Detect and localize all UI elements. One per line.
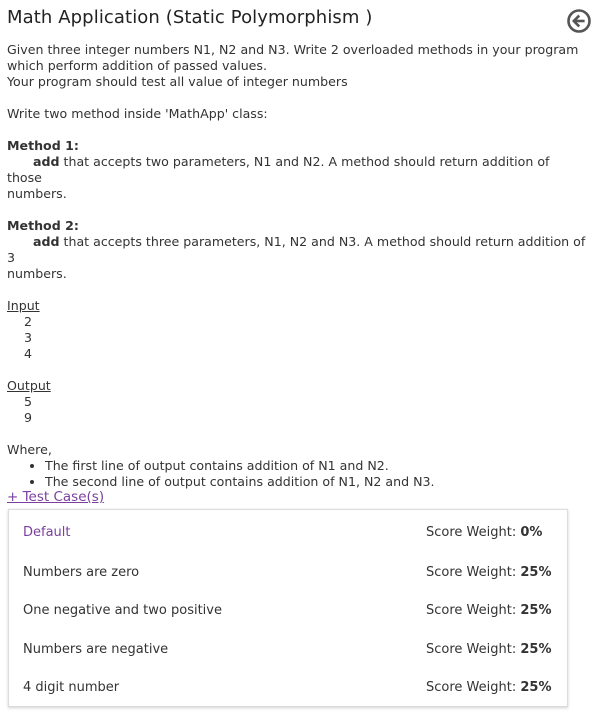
test-case-row-one-negative[interactable] (9, 593, 567, 629)
score-weight-value: 25% (520, 680, 552, 695)
input-value: 3 (24, 330, 33, 345)
intro-line-2: which perform addition of passed values. (7, 58, 267, 73)
test-case-row-numbers-zero[interactable] (9, 555, 567, 591)
score-weight-label: Score Weight: (426, 603, 521, 618)
where-label: Where, (7, 442, 52, 457)
output-heading: Output (7, 378, 51, 393)
method-2-description (7, 234, 587, 266)
where-item: • The second line of output contains addition of N1, N2 and N3. (45, 474, 587, 490)
score-weight-value: 25% (520, 603, 552, 618)
method-1-description (7, 154, 587, 186)
method-2-name: add (33, 234, 60, 249)
score-weight (426, 680, 551, 695)
input-heading: Input (7, 298, 40, 313)
input-value: 4 (24, 346, 33, 361)
problem-description (7, 42, 587, 490)
circle-arrow-left-icon (566, 8, 592, 34)
input-value: 2 (24, 314, 33, 329)
score-weight-label: Score Weight: (426, 565, 521, 580)
method-1-desc-2: numbers. (7, 186, 67, 201)
page-title: Math Application (Static Polymorphism ) (7, 7, 373, 28)
method-1-title: Method 1: (7, 138, 79, 153)
test-cases-panel (8, 509, 568, 707)
method-2-desc-2: numbers. (7, 266, 67, 281)
test-case-name: Default (23, 525, 71, 540)
where-list (7, 458, 587, 490)
score-weight (426, 525, 542, 540)
score-weight (426, 565, 551, 580)
instruction: Write two method inside 'MathApp' class: (7, 106, 268, 121)
score-weight-value: 0% (520, 525, 543, 540)
score-weight-label: Score Weight: (426, 680, 521, 695)
intro-line-1: Given three integer numbers N1, N2 and N3. Write 2 overloaded methods in your program (7, 42, 579, 57)
output-value: 5 (24, 394, 33, 409)
score-weight-label: Score Weight: (426, 525, 521, 540)
score-weight-value: 25% (520, 565, 552, 580)
method-2-title: Method 2: (7, 218, 79, 233)
score-weight-value: 25% (520, 642, 552, 657)
score-weight-label: Score Weight: (426, 642, 521, 657)
intro-line-3: Your program should test all value of integer numbers (7, 74, 348, 89)
test-case-name: Numbers are zero (23, 565, 140, 580)
test-case-row-default[interactable] (9, 515, 567, 551)
score-weight (426, 642, 551, 657)
method-1-desc-1: that accepts two parameters, N1 and N2. A method should return addition of those (7, 154, 550, 185)
back-button[interactable] (566, 8, 592, 34)
test-case-name: One negative and two positive (23, 603, 222, 618)
test-cases-toggle[interactable]: + Test Case(s) (7, 489, 105, 505)
score-weight (426, 603, 551, 618)
test-case-name: 4 digit number (23, 680, 120, 695)
test-case-row-4-digit[interactable] (9, 670, 567, 706)
where-item: • The first line of output contains addition of N1 and N2. (45, 458, 587, 474)
output-value: 9 (24, 410, 33, 425)
test-case-row-negative[interactable] (9, 632, 567, 668)
method-1-name: add (33, 154, 60, 169)
test-case-name: Numbers are negative (23, 642, 169, 657)
method-2-desc-1: that accepts three parameters, N1, N2 and N3. A method should return addition of 3 (7, 234, 586, 265)
